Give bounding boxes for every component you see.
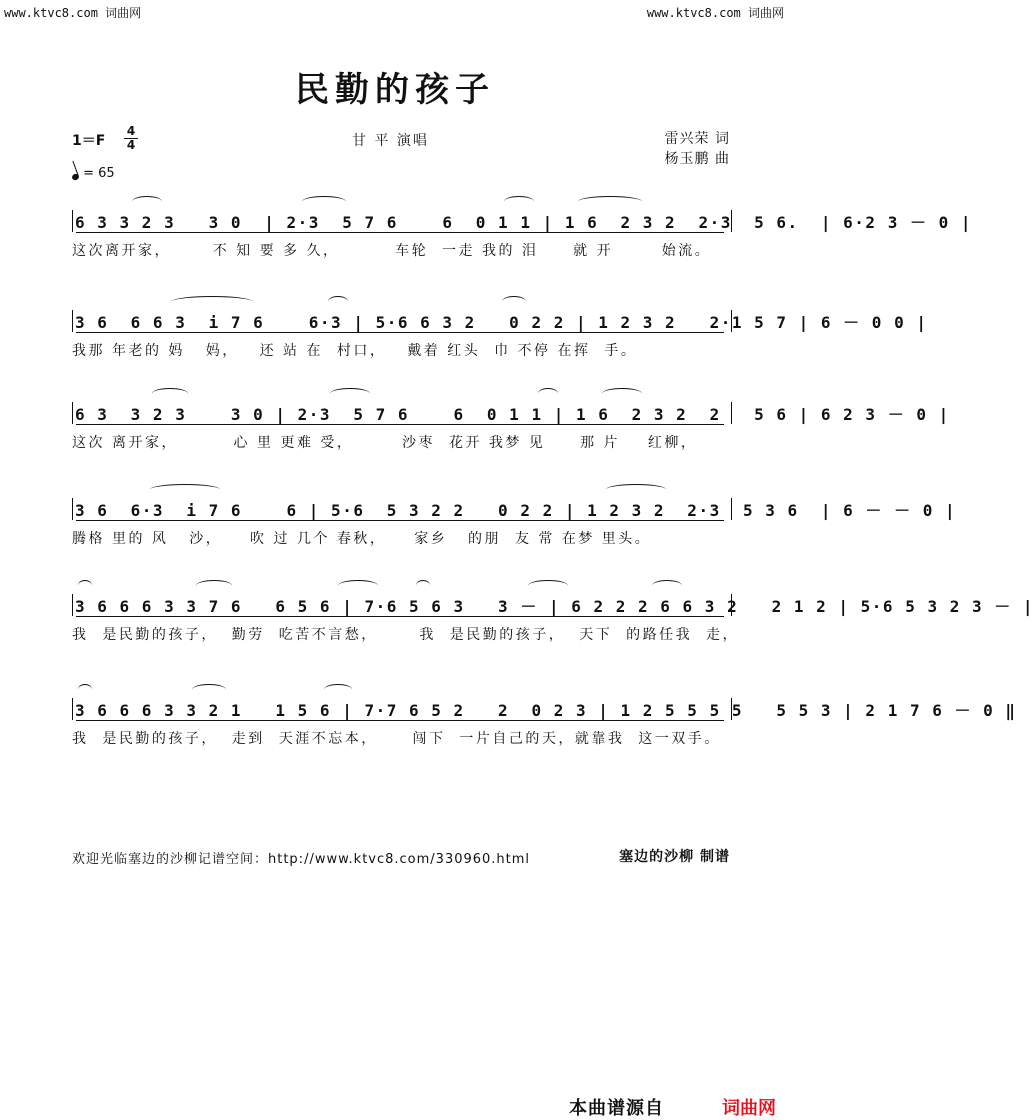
notation-row: 3 6 6 6 3 i 7 6 6·3 | 5·6 6 3 2 0 2 2 | 1 2 3 2 2·1 5 7 | 6 － 0 0 | <box>72 310 732 332</box>
slur-mark <box>652 580 682 591</box>
notation-row: 3 6 6·3 i 7 6 6 | 5·6 5 3 2 2 0 2 2 | 1 2 3 2 2·3 5 3 6 | 6 － － 0 | <box>72 498 732 520</box>
beam-line <box>76 332 724 333</box>
slur-mark <box>338 580 378 591</box>
quarter-note-icon <box>71 173 80 181</box>
beam-line <box>76 616 724 617</box>
tempo-marking <box>72 166 115 181</box>
score-line <box>72 580 1034 650</box>
slur-mark <box>324 684 352 695</box>
performer-credit: 甘 平 演唱 <box>352 133 429 149</box>
notation-row: 6 3 3 2 3 3 0 | 2·3 5 7 6 6 0 1 1 | 1 6 2 3 2 2 5 6 | 6 2 3 － 0 | <box>72 402 732 424</box>
slur-mark <box>602 388 642 399</box>
score-line <box>72 388 950 458</box>
time-signature <box>124 125 138 152</box>
beam-line <box>76 720 724 721</box>
slur-mark <box>78 580 92 591</box>
slur-mark <box>172 296 252 307</box>
score-line <box>72 196 972 266</box>
slur-mark <box>196 580 232 591</box>
lyrics-row: 腾格 里的 风 沙， 吹 过 几个 春秋， 家乡 的朋 友 常 在梦 里头。 <box>72 531 652 547</box>
slur-mark <box>192 684 226 695</box>
lyrics-row: 我那 年老的 妈 妈， 还 站 在 村口， 戴着 红头 巾 不停 在挥 手。 <box>72 343 638 359</box>
slur-mark <box>132 196 162 207</box>
slur-mark <box>302 196 346 207</box>
slur-mark <box>78 684 92 695</box>
transcriber-credit: 塞边的沙柳 制谱 <box>619 849 730 865</box>
slur-mark <box>504 196 534 207</box>
score-line <box>72 484 957 554</box>
lyricist-credit: 雷兴荣 词 <box>664 131 730 147</box>
beam-line <box>76 424 724 425</box>
lyrics-row: 我 是民勤的孩子， 勤劳 吃苦不言愁， 我 是民勤的孩子， 天下 的路任我 走， <box>72 627 740 643</box>
slur-mark <box>328 296 348 307</box>
slur-mark <box>502 296 526 307</box>
slur-mark <box>606 484 666 495</box>
score-line <box>72 296 928 366</box>
slur-mark <box>152 388 188 399</box>
site-watermark-left: www.ktvc8.com 词曲网 <box>4 6 142 20</box>
footer-link-text[interactable]: 欢迎光临塞边的沙柳记谱空间：http://www.ktvc8.com/330960.html <box>72 852 531 867</box>
meter-top: 4 <box>124 125 138 139</box>
song-title: 民勤的孩子 <box>295 70 495 110</box>
slur-mark <box>416 580 430 591</box>
beam-line <box>76 232 724 233</box>
notation-row: 3 6 6 6 3 3 2 1 1 5 6 | 7·7 6 5 2 2 0 2 3 | 1 2 5 5 5 5 5 5 3 | 2 1 7 6 － 0 ‖ <box>72 698 732 720</box>
score-line <box>72 684 1017 754</box>
lyrics-row: 这次离开家， 不 知 要 多 久， 车轮 一走 我的 泪 就 开 始流。 <box>72 243 712 259</box>
composer-credit: 杨玉鹏 曲 <box>664 151 730 167</box>
lyrics-row: 我 是民勤的孩子， 走到 天涯不忘本， 闯下 一片自己的天，就靠我 这一双手。 <box>72 731 721 747</box>
meter-bottom: 4 <box>126 138 136 152</box>
site-watermark-right: www.ktvc8.com 词曲网 <box>646 6 784 20</box>
notation-row: 6 3 3 2 3 3 0 | 2·3 5 7 6 6 0 1 1 | 1 6 2 3 2 2·3 5 6. | 6·2 3 － 0 | <box>72 210 732 232</box>
source-site-logo[interactable]: 词曲网 <box>722 1098 776 1119</box>
slur-mark <box>538 388 558 399</box>
slur-mark <box>578 196 642 207</box>
slur-mark <box>528 580 568 591</box>
beam-line <box>76 520 724 521</box>
source-label: 本曲谱源自 <box>569 1098 664 1119</box>
tempo-value: = 65 <box>83 166 115 181</box>
slur-mark <box>150 484 220 495</box>
lyrics-row: 这次 离开家， 心 里 更难 受， 沙枣 花开 我梦 见 那 片 红柳， <box>72 435 698 451</box>
slur-mark <box>330 388 370 399</box>
notation-row: 3 6 6 6 3 3 7 6 6 5 6 | 7·6 5 6 3 3 － | 6 2 2 2 6 6 3 2 2 1 2 | 5·6 5 3 2 3 － | <box>72 594 732 616</box>
key-signature: 1＝F <box>72 133 106 149</box>
